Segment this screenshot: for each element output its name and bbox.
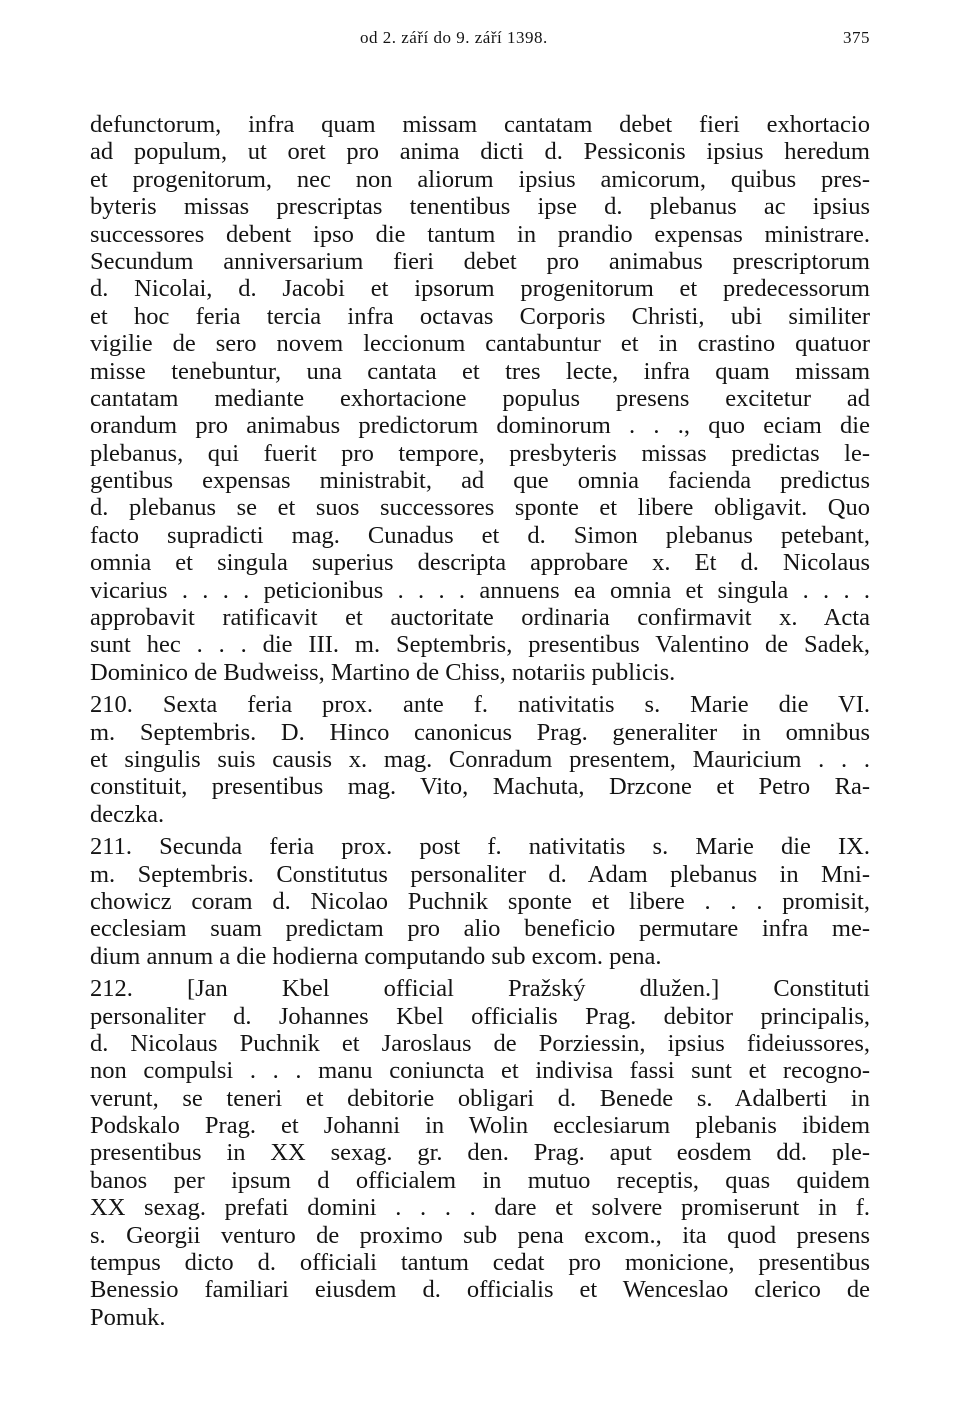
page-number: 375: [843, 28, 870, 47]
text-line: sunt hec . . . die III. m. Septembris, presentibus Valentino de Sadek,: [90, 631, 870, 659]
text-line: ad populum, ut oret pro anima dicti d. Pessiconis ipsius heredum: [90, 138, 870, 166]
text-line: Podskalo Prag. et Johanni in Wolin ecclesiarum plebanis ibidem: [90, 1112, 870, 1140]
text-line: successores debent ipso die tantum in prandio expensas ministrare.: [90, 220, 870, 248]
text-line: byteris missas prescriptas tenentibus ipse d. plebanus ac ipsius: [90, 193, 870, 221]
text-line: m. Septembris. Constitutus personaliter d. Adam plebanus in Mni-: [90, 860, 870, 888]
text-line: gentibus expensas ministrabit, ad que omnia facienda predictus: [90, 467, 870, 495]
text-line: Dominico de Budweiss, Martino de Chiss, notariis publicis.: [90, 658, 676, 686]
text-line: vicarius . . . . peticionibus . . . . annuens ea omnia et singula . . . .: [90, 576, 870, 604]
text-line: presentibus in XX sexag. gr. den. Prag. aput eosdem dd. ple-: [90, 1139, 870, 1167]
text-line: banos per ipsum d officialem in mutuo receptis, quas quidem: [90, 1166, 870, 1194]
text-line: 210. Sexta feria prox. ante f. nativitatis s. Marie die VI.: [90, 691, 870, 719]
text-line: chowicz coram d. Nicolao Puchnik sponte et libere . . . promisit,: [90, 887, 870, 915]
body-text: [90, 111, 870, 1331]
text-line: cantatam mediante exhortacione populus presens excitetur ad: [90, 384, 870, 412]
paragraph: [90, 691, 870, 828]
text-line: Benessio familiari eiusdem d. officialis et Wenceslao clerico de: [90, 1276, 870, 1304]
text-line: m. Septembris. D. Hinco canonicus Prag. generaliter in omnibus: [90, 718, 870, 746]
text-line: verunt, se teneri et debitorie obligari d. Benede s. Adalberti in: [90, 1084, 870, 1112]
text-line: defunctorum, infra quam missam cantatam debet fieri exhortacio: [90, 111, 870, 138]
text-line: personaliter d. Johannes Kbel officialis Prag. debitor principalis,: [90, 1002, 870, 1030]
text-line: d. Nicolai, d. Jacobi et ipsorum progenitorum et predecessorum: [90, 275, 870, 303]
text-line: approbavit ratificavit et auctoritate ordinaria confirmavit x. Acta: [90, 604, 870, 632]
text-line: vigilie de sero novem leccionum cantabuntur et in crastino quatuor: [90, 330, 870, 358]
text-line: plebanus, qui fuerit pro tempore, presbyteris missas predictas le-: [90, 439, 870, 467]
text-line: non compulsi . . . manu coniuncta et indivisa fassi sunt et recogno-: [90, 1057, 870, 1085]
text-line: deczka.: [90, 800, 165, 828]
text-line: 212. [Jan Kbel official Pražský dlužen.] Constituti: [90, 975, 870, 1003]
paragraph: [90, 833, 870, 970]
text-line: Pomuk.: [90, 1303, 166, 1331]
text-line: constituit, presentibus mag. Vito, Machuta, Drzcone et Petro Ra-: [90, 773, 870, 801]
text-line: d. plebanus se et suos successores sponte et libere obligavit. Quo: [90, 494, 870, 522]
text-line: d. Nicolaus Puchnik et Jaroslaus de Porziessin, ipsius fideiussores,: [90, 1029, 870, 1057]
text-line: tempus dicto d. officiali tantum cedat pro monicione, presentibus: [90, 1249, 870, 1277]
text-line: omnia et singula superius descripta approbare x. Et d. Nicolaus: [90, 549, 870, 577]
text-line: XX sexag. prefati domini . . . . dare et solvere promiserunt in f.: [90, 1194, 870, 1222]
text-line: dium annum a die hodierna computando sub excom. pena.: [90, 942, 662, 970]
text-line: et hoc feria tercia infra octavas Corporis Christi, ubi similiter: [90, 302, 870, 330]
paragraph: [90, 975, 870, 1331]
text-line: et singulis suis causis x. mag. Conradum presentem, Mauricium . . .: [90, 745, 870, 773]
text-line: misse tenebuntur, una cantata et tres lecte, infra quam missam: [90, 357, 870, 385]
running-title: od 2. září do 9. září 1398.: [360, 28, 548, 47]
text-line: ecclesiam suam predictam pro alio beneficio permutare infra me-: [90, 915, 870, 943]
paragraph: [90, 111, 870, 686]
text-line: et progenitorum, nec non aliorum ipsius amicorum, quibus pres-: [90, 165, 870, 193]
running-head: [90, 28, 870, 58]
text-line: orandum pro animabus predictorum dominorum . . ., quo eciam die: [90, 412, 870, 440]
document-page: [90, 28, 870, 1331]
text-line: facto supradicti mag. Cunadus et d. Simon plebanus petebant,: [90, 521, 870, 549]
text-line: Secundum anniversarium fieri debet pro animabus prescriptorum: [90, 247, 870, 275]
text-line: s. Georgii venturo de proximo sub pena excom., ita quod presens: [90, 1221, 870, 1249]
text-line: 211. Secunda feria prox. post f. nativitatis s. Marie die IX.: [90, 833, 870, 861]
